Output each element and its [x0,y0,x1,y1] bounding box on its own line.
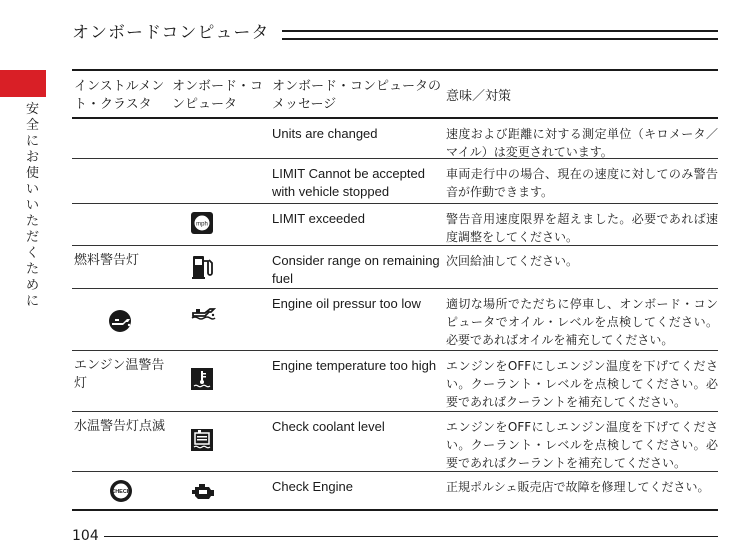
footer-rule [104,536,718,537]
message-text: Consider range on remaining fuel [272,253,440,286]
speed-limit-icon [190,211,214,239]
page-header [72,14,718,44]
table-row [72,289,718,351]
cluster-label: エンジン温警告灯 [74,358,165,391]
message-text: Check Engine [272,479,353,494]
table-row [72,246,718,289]
cluster-label: 水温警告灯点滅 [74,419,166,434]
header-cluster: インストルメント・クラスタ [74,79,165,112]
page-number: 104 [72,528,99,544]
message-text: Check coolant level [272,419,385,434]
table-row [72,119,718,159]
coolant-temperature-icon [190,367,214,395]
table-row [72,204,718,246]
message-table [72,69,718,509]
message-text: Engine oil pressur too low [272,296,421,311]
header-computer: オンボード・コンピュータ [172,79,264,112]
svg-text:CHECK: CHECK [111,489,131,495]
meaning-text: 正規ポルシェ販売店で故障を修理してください。 [446,480,710,494]
table-row [72,159,718,204]
title-double-rule [282,30,718,40]
page-footer [72,528,718,544]
check-engine-lamp-icon [108,479,134,507]
meaning-text: エンジンをOFFにしエンジン温度を下げてください。クーラント・レベルを点検してください。必要であればクーラントを補充してください。 [446,420,718,470]
chapter-tab [0,70,46,97]
oil-pressure-icon [190,299,216,325]
meaning-text: 警告音用速度限界を超えました。必要であれば速度調整をしてください。 [446,212,718,244]
table-header [72,71,718,119]
table-row [72,412,718,472]
header-message: オンボード・コンピュータのメッセージ [272,79,442,112]
table-row [72,472,718,511]
engine-icon [190,479,216,507]
meaning-text: 適切な場所でただちに停車し、オンボード・コンピュータでオイル・レベルを点検してください。必要であればオイルを補充してください。 [446,297,718,347]
message-text: Engine temperature too high [272,358,437,373]
table-row [72,351,718,412]
header-meaning: 意味／対策 [446,89,512,104]
coolant-level-icon [190,428,214,456]
page-title: オンボードコンピュータ [72,23,270,43]
meaning-text: 速度および距離に対する測定単位（キロメータ／マイル）は変更されています。 [446,127,718,159]
meaning-text: 次回給油してください。 [446,254,579,268]
cluster-label: 燃料警告灯 [74,253,140,268]
message-text: LIMIT exceeded [272,211,365,226]
fuel-pump-icon [190,253,214,285]
chapter-label: 安全にお使いいただくために [26,102,40,309]
svg-text:mph: mph [196,221,208,228]
meaning-text: エンジンをOFFにしエンジン温度を下げてください。クーラント・レベルを点検してください。必要であればクーラントを補充してください。 [446,359,718,409]
oil-can-icon [106,309,134,337]
message-text: Units are changed [272,126,378,141]
meaning-text: 車両走行中の場合、現在の速度に対してのみ警告音が作動できます。 [446,167,718,199]
message-text: LIMIT Cannot be accepted with vehicle stopped [272,166,425,199]
